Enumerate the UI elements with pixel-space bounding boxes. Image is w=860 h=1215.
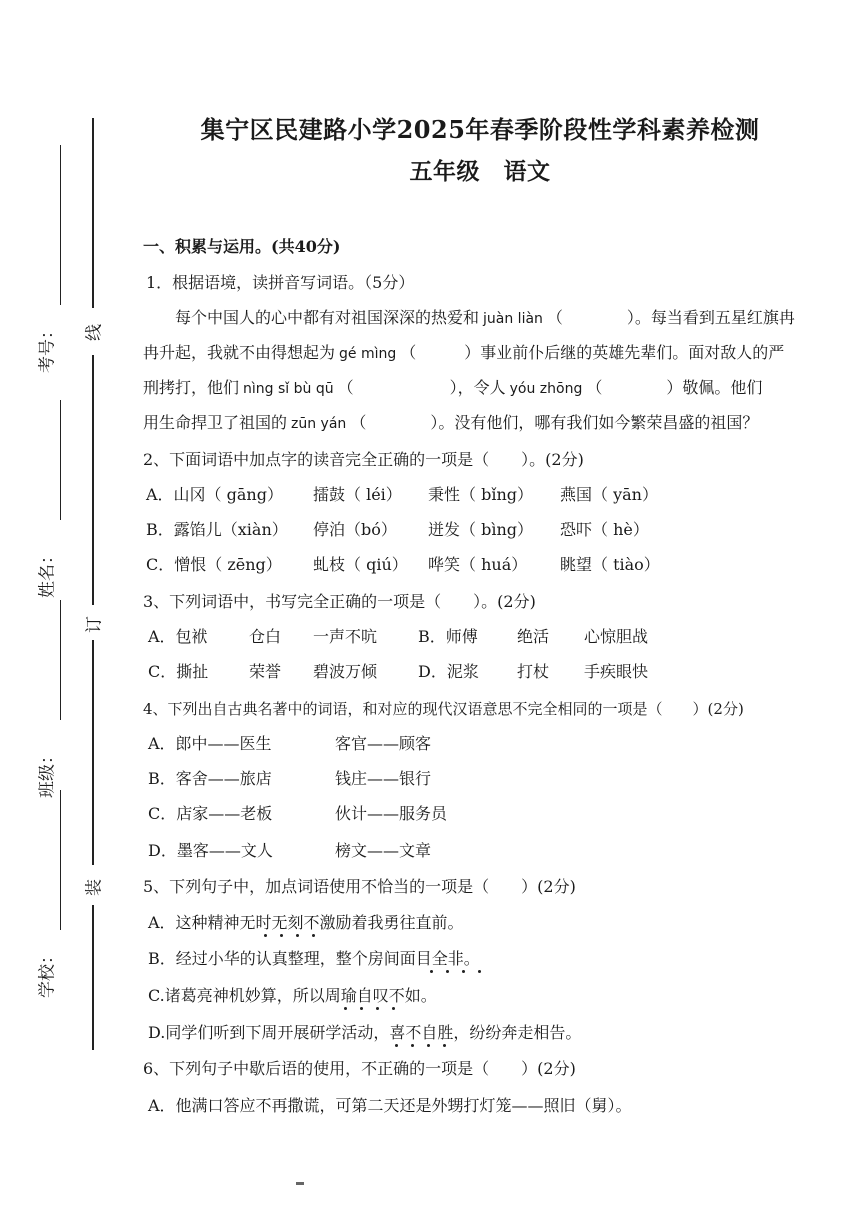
q2-option-word: 擂鼓（ léi）: [313, 485, 402, 504]
emphasis-dot: [376, 1007, 379, 1010]
q1-text: 刑拷打，他们: [143, 378, 240, 397]
q5-option[interactable]: B．经过小华的认真整理，整个房间面目全非。: [148, 949, 480, 968]
q4-option-word: 客官——顾客: [335, 734, 432, 753]
q3-option-word: 心惊胆战: [584, 627, 649, 646]
q1-text: 冉升起，我就不由得想起为: [143, 343, 336, 362]
q5-option[interactable]: D.同学们听到下周开展研学活动，喜不自胜，纷纷奔走相告。: [148, 1023, 582, 1042]
emphasis-dot: [296, 934, 299, 937]
q4-option[interactable]: D．墨客——文人: [148, 841, 273, 860]
emphasis-dot: [392, 1007, 395, 1010]
q1-answer-blank[interactable]: （ ）。没有他们，哪有我们如今繁荣昌盛的祖国？: [350, 413, 759, 432]
q2-option-word: 恐吓（ hè）: [560, 520, 649, 539]
q4-option[interactable]: C．店家——老板: [148, 804, 273, 823]
q1-text: 每个中国人的心中都有对祖国深深的热爱和: [175, 308, 480, 327]
q6-option[interactable]: A．他满口答应不再撒谎，可第二天还是外甥打灯笼——照旧（舅）。: [148, 1096, 632, 1115]
q1-answer-blank[interactable]: （ ）。每当看到五星红旗冉: [546, 308, 795, 327]
q4-stem: 4、下列出自古典名著中的词语，和对应的现代汉语意思不完全相同的一项是（ ）(2分): [143, 700, 744, 718]
q1-line-3: [143, 377, 762, 400]
q1-answer-blank[interactable]: （ ）事业前仆后继的英雄先辈们。面对敌人的严: [400, 343, 785, 362]
q2-option-word: 迸发（ bìng）: [428, 520, 533, 539]
seal-mark-line: 线: [84, 324, 105, 341]
q5-stem: 5、下列句子中，加点词语使用不恰当的一项是（ ）(2分): [143, 877, 576, 896]
q2-option-word: 秉性（ bǐng）: [428, 485, 533, 504]
q1-line-2: [143, 342, 784, 365]
q3-option-word: 打杖: [517, 662, 550, 681]
q3-option[interactable]: A．包袱: [148, 627, 208, 646]
q3-option-word: 碧波万倾: [313, 662, 378, 681]
binding-line: [92, 118, 94, 308]
q4-option[interactable]: B．客舍——旅店: [148, 769, 272, 788]
q2-option[interactable]: A．山冈（ gāng）: [146, 485, 283, 504]
binding-line: [92, 355, 94, 605]
q5-option[interactable]: C.诸葛亮神机妙算，所以周瑜自叹不如。: [148, 986, 437, 1005]
q1-answer-blank[interactable]: （ ）敬佩。他们: [586, 378, 763, 397]
emphasis-dot: [344, 1007, 347, 1010]
q5-option[interactable]: A．这种精神无时无刻不激励着我勇往直前。: [148, 913, 464, 932]
emphasis-dot: [427, 1044, 430, 1047]
q3-option[interactable]: C．撕扯: [148, 662, 209, 681]
exam-subtitle: 五年级 语文: [409, 158, 551, 185]
q3-stem: 3、下列词语中，书写完全正确的一项是（ ）。(2分): [143, 592, 536, 611]
emphasis-dot: [411, 1044, 414, 1047]
emphasis-dot: [446, 970, 449, 973]
pinyin: zūn yán: [291, 416, 347, 432]
exam-number-label: 考号：: [37, 322, 58, 373]
emphasis-dot: [264, 934, 267, 937]
emphasis-dot: [360, 1007, 363, 1010]
q4-option-word: 榜文——文章: [335, 841, 432, 860]
q4-option-word: 伙计——服务员: [335, 804, 448, 823]
q6-stem: 6、下列句子中歇后语的使用，不正确的一项是（ ）(2分): [143, 1059, 576, 1078]
q2-option-word: 眺望（ tiào）: [560, 555, 660, 574]
q2-option[interactable]: C．憎恨（ zēng）: [146, 555, 282, 574]
emphasis-dot: [443, 1044, 446, 1047]
name-label: 姓名：: [37, 547, 58, 598]
class-label: 班级：: [37, 747, 58, 798]
q3-option-word: 一声不吭: [313, 627, 378, 646]
emphasis-dot: [478, 970, 481, 973]
emphasis-dot: [312, 934, 315, 937]
q1-text: 用生命捍卫了祖国的: [143, 413, 288, 432]
section-heading: 一、积累与运用。(共40分): [143, 237, 341, 256]
fill-line: [60, 790, 61, 930]
q1-stem: 1．根据语境，读拼音写词语。（5分）: [146, 273, 415, 292]
q2-option-word: 哗笑（ huá）: [428, 555, 528, 574]
q3-option[interactable]: D．泥浆: [418, 662, 479, 681]
q3-option-word: 荣誉: [249, 662, 282, 681]
q4-option[interactable]: A．郎中——医生: [148, 734, 272, 753]
binding-line: [92, 905, 94, 1050]
q3-option-word: 仓白: [249, 627, 282, 646]
binding-line: [92, 640, 94, 865]
emphasis-dot: [280, 934, 283, 937]
emphasis-dot: [462, 970, 465, 973]
exam-title: 集宁区民建路小学2025年春季阶段性学科素养检测: [200, 115, 760, 144]
seal-mark-staple: 订: [84, 616, 105, 633]
pinyin: gé mìng: [339, 346, 397, 362]
seal-mark-bind: 装: [84, 879, 105, 896]
q1-line-4: [143, 412, 758, 435]
q1-line-1: [175, 307, 795, 330]
q2-stem: 2、下面词语中加点字的读音完全正确的一项是（ ）。(2分): [143, 450, 584, 469]
pinyin: yóu zhōng: [509, 381, 583, 397]
q3-option[interactable]: B．师傅: [418, 627, 478, 646]
q1-answer-blank[interactable]: （ ），令人: [337, 378, 506, 397]
school-label: 学校：: [37, 947, 58, 998]
scan-mark: [296, 1182, 304, 1185]
emphasis-dot: [395, 1044, 398, 1047]
q2-option-word: 燕国（ yān）: [560, 485, 658, 504]
fill-line: [60, 600, 61, 720]
q2-option-word: 停泊（bó）: [313, 520, 397, 539]
emphasis-dot: [430, 970, 433, 973]
pinyin: juàn liàn: [483, 311, 543, 327]
pinyin: nìng sǐ bù qū: [243, 381, 334, 397]
q3-option-word: 手疾眼快: [584, 662, 649, 681]
q4-option-word: 钱庄——银行: [335, 769, 432, 788]
q3-option-word: 绝活: [517, 627, 550, 646]
fill-line: [60, 400, 61, 520]
q2-option-word: 虬枝（ qiú）: [313, 555, 408, 574]
q2-option[interactable]: B．露馅儿（xiàn）: [146, 520, 288, 539]
